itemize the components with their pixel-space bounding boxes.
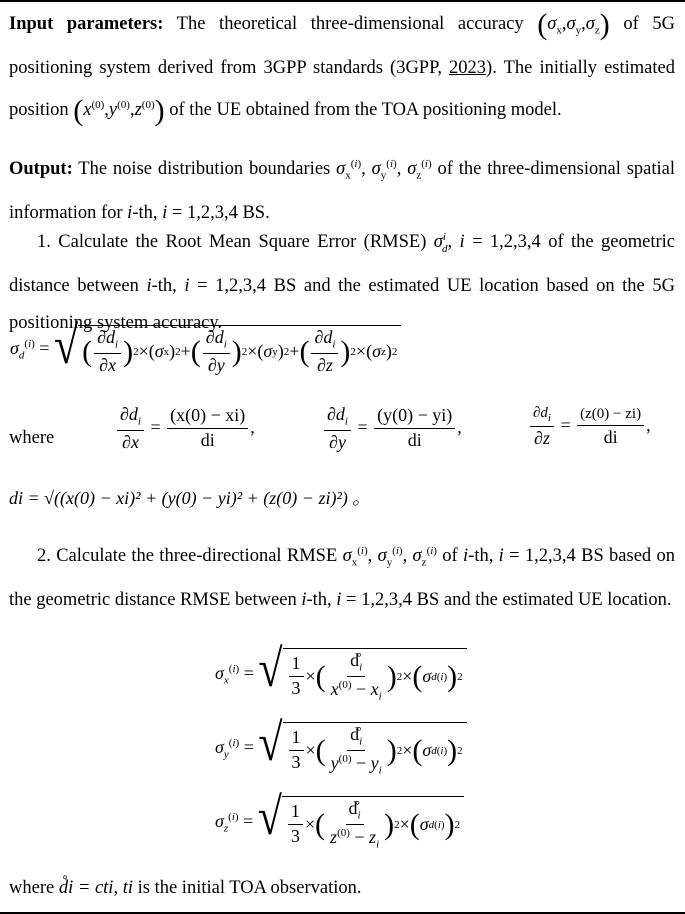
sigma-z-equation: $\sigma_z^{(i)}$ = √ $\frac{1}{3}$ × ( $\frac{d̊_i}{z^{(0)} - z_i}$ ) 2 × ( σ d (i) ) 2 bbox=[215, 796, 464, 850]
output-label: Output: bbox=[9, 159, 73, 180]
step2-ith-2: i-th, i = 1,2,3,4 bbox=[301, 589, 412, 610]
output-paragraph: Output: The noise distribution boundaries $\sigma_x^{(i)}$, $\sigma_y^{(i)}$, $\sigma_z^{(i)}$ of the three-dimensional spatial information for i-th, i = 1,2,3,4 BS. bbox=[9, 158, 676, 223]
dz-partial-equation: $\frac{\partial d_i}{\partial z}$ = $\frac{(z(0) - zi)}{di}$ , bbox=[528, 405, 651, 449]
position-tuple: $(x^{(0)},y^{(0)},z^{(0)})$ bbox=[73, 93, 165, 127]
output-ith: i-th, i = 1,2,3,4 bbox=[127, 202, 238, 223]
where-label: where bbox=[9, 428, 55, 448]
step1-ith: i-th, i = 1,2,3,4 bbox=[146, 275, 267, 296]
step1-paragraph: 1. Calculate the Root Mean Square Error (RMSE) $\sigma^i_d$, i = 1,2,3,4 of the geometric distance between i-th, i = 1,2,3,4 BS and the estimated UE location based on the 5G positioning system accuracy. bbox=[9, 231, 675, 333]
footer-paragraph: where d̊i = cti, ti is the initial TOA observation. bbox=[9, 878, 362, 898]
step2-ith: i-th, i = 1,2,3,4 bbox=[463, 546, 576, 567]
dy-partial-equation: $\frac{\partial d_i}{\partial y}$ = $\frac{(y(0) - yi)}{di}$ , bbox=[322, 405, 462, 452]
sigma-x-equation: $\sigma_x^{(i)}$ = √ $\frac{1}{3}$ × ( $\frac{d̊_i}{x^{(0)} - x_i}$ ) 2 × ( σ d (i) ) 2 bbox=[215, 648, 467, 702]
input-label: Input parameters: bbox=[9, 14, 164, 34]
dx-partial-equation: $\frac{\partial d_i}{\partial x}$ = $\frac{(x(0) - xi)}{di}$ , bbox=[115, 405, 255, 452]
sigma-tuple: $(\sigma_x,\sigma_y,\sigma_z)$ bbox=[537, 7, 610, 41]
di-definition-equation: di = √((x(0) − xi)² + (y(0) − yi)² + (z(0) − zi)²) 。 bbox=[9, 488, 371, 508]
reference-link[interactable]: 2023 bbox=[449, 57, 487, 78]
di-def: d̊i = cti bbox=[58, 878, 114, 898]
output-sigmas: $\sigma_x^{(i)}$, $\sigma_y^{(i)}$, $\sigma_z^{(i)}$ bbox=[336, 158, 432, 182]
sigma-d-symbol: $\sigma^i_d$, i = 1,2,3,4 bbox=[433, 231, 541, 255]
step2-paragraph: 2. Calculate the three-directional RMSE $\sigma_x^{(i)}$, $\sigma_y^{(i)}$, $\sigma_z^{(i)}$ of i-th, i = 1,2,3,4 BS based on the geometric distance RMSE between i-th, i = 1,2,3,4 BS and the estimated UE location. bbox=[9, 545, 676, 610]
ti-symbol: ti bbox=[122, 878, 133, 898]
sigma-d-equation: $\sigma_d^{(i)}$ = √ ( $\frac{\partial d_i}{\partial x}$ ) 2 ×( σ x ) 2 + ( $\frac{\partial d_i}{\partial y}$ ) 2 ×( σ y ) 2 + ( $\frac{\partial d_i}{\partial z}$ ) 2 ×( σ z ) 2 bbox=[10, 325, 401, 375]
input-parameters-paragraph: Input parameters: The theoretical three-dimensional accuracy $(\sigma_x,\sigma_y,\sigma_z)$ of 5G positioning system derived from 3GPP standards (3GPP, 2023). The initially estimated position $(x^{(0)},y^{(0)},z^{(0)})$ of the UE obtained from the TOA positioning model. bbox=[9, 7, 675, 127]
sigma-y-equation: $\sigma_y^{(i)}$ = √ $\frac{1}{3}$ × ( $\frac{d̊_i}{y^{(0)} - y_i}$ ) 2 × ( σ d (i) ) 2 bbox=[215, 722, 467, 776]
step2-sigmas: $\sigma_x^{(i)}$, $\sigma_y^{(i)}$, $\sigma_z^{(i)}$ bbox=[342, 545, 437, 569]
